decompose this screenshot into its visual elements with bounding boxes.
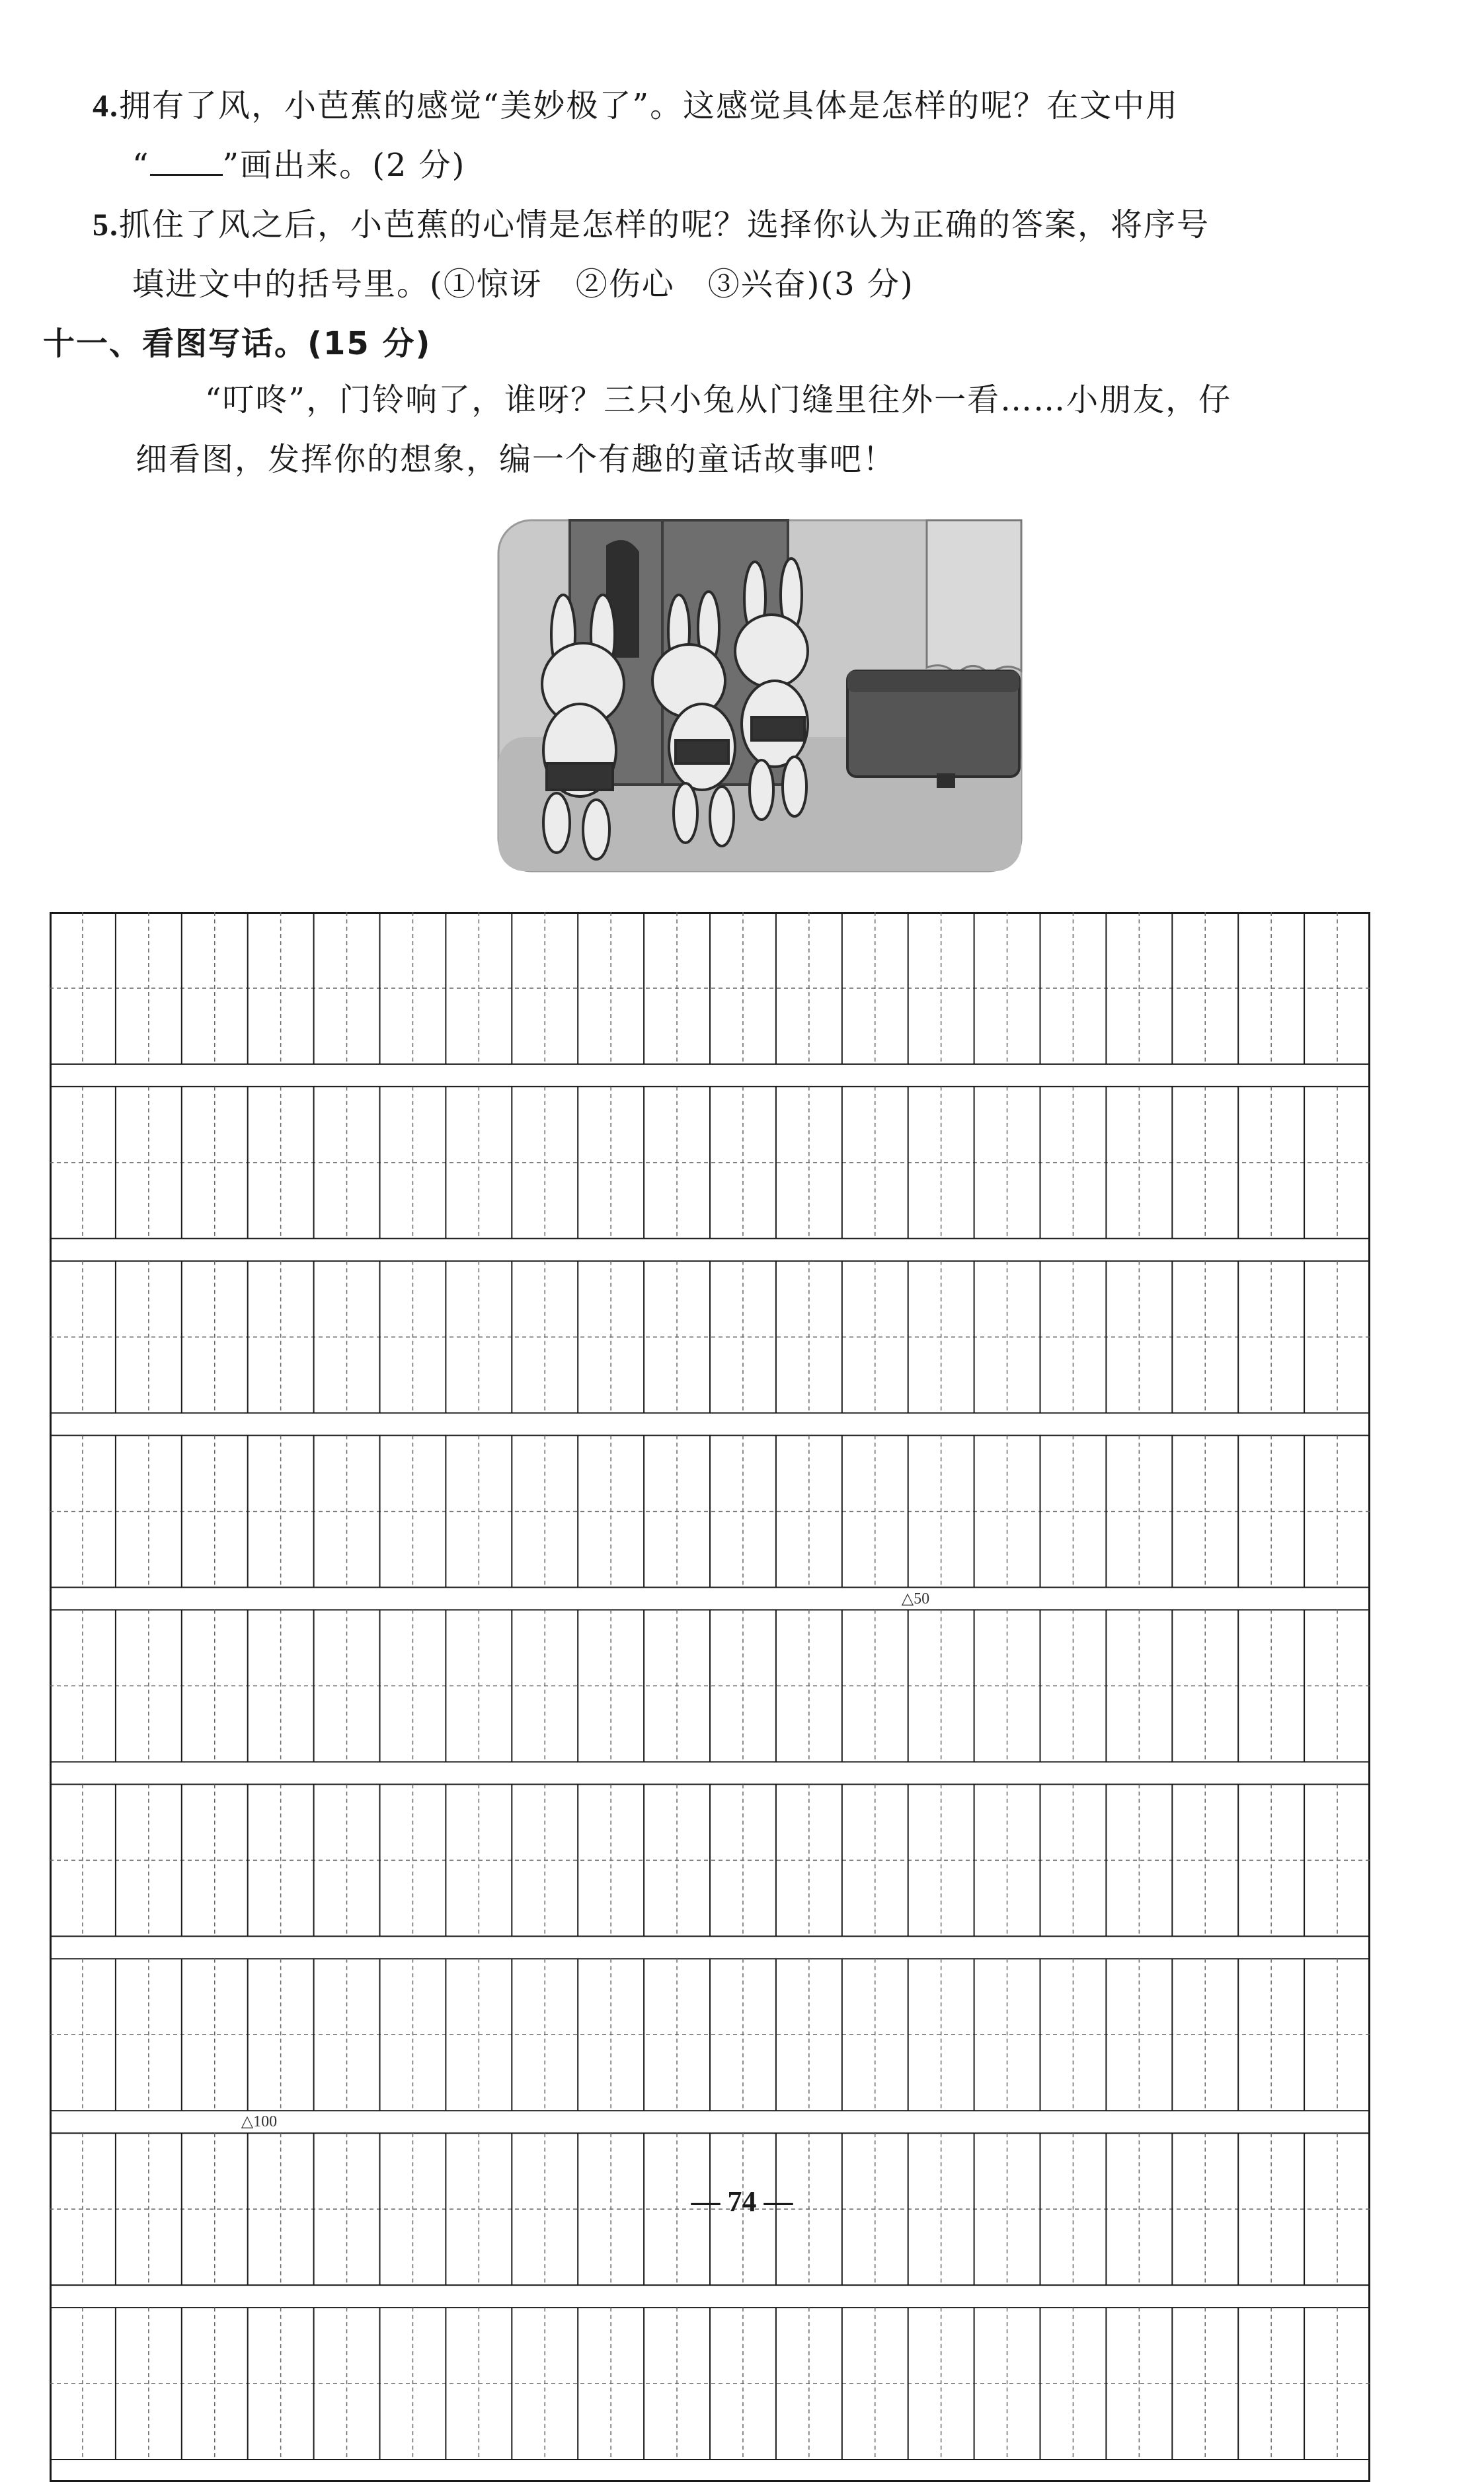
question-4-text: 拥有了风，小芭蕉的感觉“美妙极了”。这感觉具体是怎样的呢？在文中用 (119, 87, 1179, 124)
character-count-marker: △100 (241, 2113, 278, 2131)
question-4-number: 4. (93, 89, 119, 124)
quote-open: “ (132, 147, 150, 184)
section-11-prompt-line-2: 细看图，发挥你的想象，编一个有趣的童话故事吧！ (136, 441, 896, 478)
writing-grid[interactable] (50, 912, 1370, 2482)
section-11-title: 十一、看图写话。(15 分) (43, 325, 432, 362)
grid-row[interactable] (50, 912, 1370, 1064)
question-5-text: 抓住了风之后，小芭蕉的心情是怎样的呢？选择你认为正确的答案，将序号 (119, 206, 1210, 243)
underline-blank (150, 147, 223, 176)
question-5-line-2: 填进文中的括号里。(①惊讶 ②伤心 ③兴奋)(3 分) (132, 266, 914, 303)
question-5-number: 5. (93, 208, 119, 243)
page-number: — 74 — (691, 2185, 793, 2218)
question-5-line-1 (93, 205, 1210, 245)
grid-row[interactable] (50, 1436, 1370, 1588)
grid-row[interactable] (50, 1958, 1370, 2111)
section-11-prompt-line-1: “叮咚”，门铃响了，谁呀？三只小兔从门缝里往外一看……小朋友，仔 (205, 381, 1232, 418)
question-4-line-2 (132, 145, 465, 185)
grid-row[interactable] (50, 1610, 1370, 1762)
question-4-line-1 (93, 86, 1179, 126)
character-count-marker: △50 (901, 1590, 930, 1608)
question-4-instruction: ”画出来。(2 分) (222, 147, 466, 184)
grid-row[interactable] (50, 1784, 1370, 1936)
bunnies-at-door-illustration (497, 519, 1023, 873)
grid-row[interactable] (50, 1261, 1370, 1413)
grid-row[interactable] (50, 2307, 1370, 2460)
grid-row[interactable] (50, 1087, 1370, 1239)
